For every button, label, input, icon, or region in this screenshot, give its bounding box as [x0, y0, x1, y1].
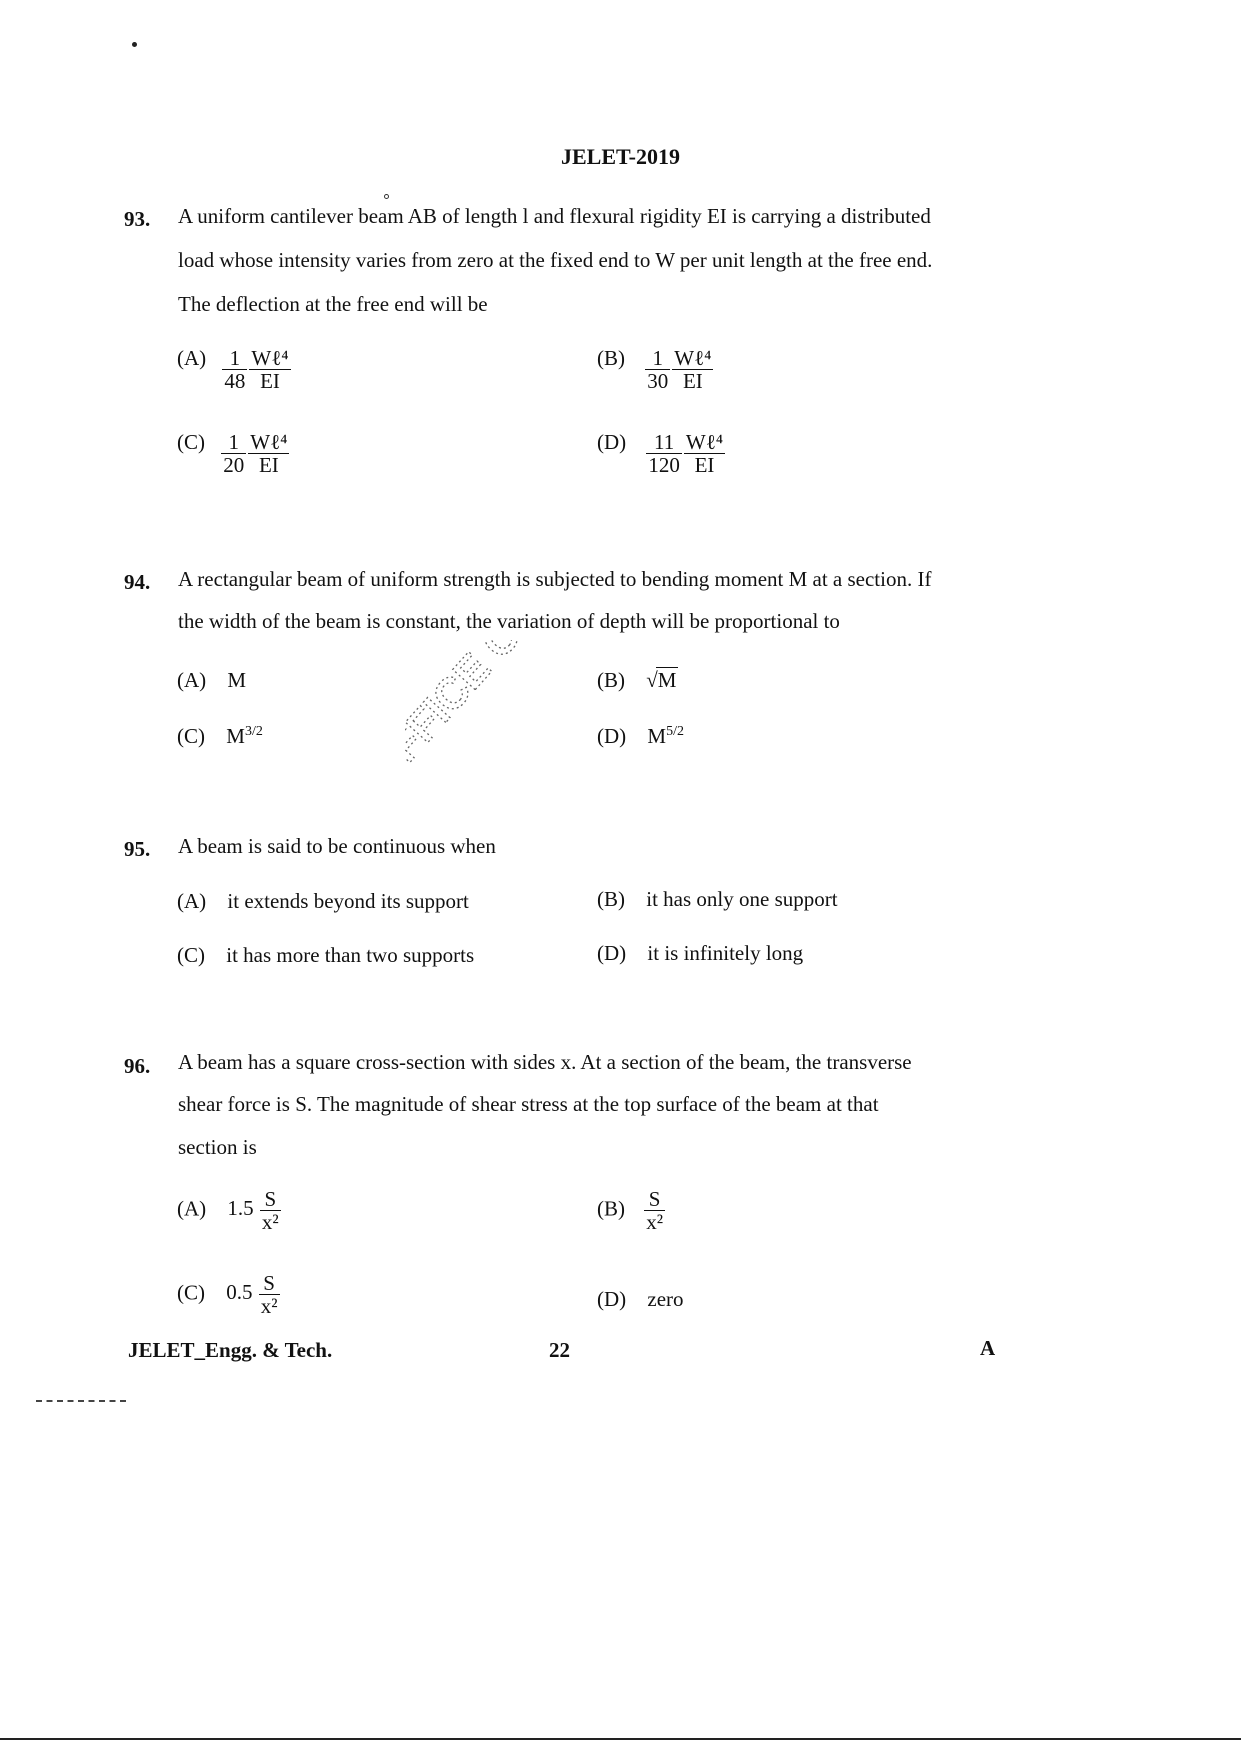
scan-mark	[36, 1400, 126, 1403]
option-c	[177, 724, 263, 749]
option-label: (B)	[597, 1196, 625, 1221]
option-label: (C)	[177, 943, 205, 967]
coefficient-fraction: $\frac{11}{120}$	[648, 430, 680, 478]
question-text-line: shear force is S. The magnitude of shear stress at the top surface of the beam at that	[178, 1092, 879, 1116]
option-label: (B)	[597, 668, 625, 692]
question-text-line: load whose intensity varies from zero at the fixed end to W per unit length at the free end.	[178, 248, 933, 272]
option-label: (B)	[597, 887, 625, 911]
option-b	[597, 887, 838, 912]
question-text-line: section is	[178, 1135, 257, 1159]
option-text: M	[227, 668, 247, 692]
question-text-line: A rectangular beam of uniform strength is subjected to bending moment M at a section. If	[178, 567, 932, 591]
option-text: it is infinitely long	[647, 941, 804, 965]
option-text: zero	[647, 1287, 684, 1311]
option-a	[177, 346, 292, 392]
coefficient-fraction: $\frac{1}{30}$	[647, 346, 669, 394]
question-text-line: The deflection at the free end will be	[178, 292, 488, 316]
coefficient: 0.5	[226, 1280, 253, 1305]
option-d	[597, 1287, 684, 1312]
question-text-line: the width of the beam is constant, the variation of depth will be proportional to	[178, 609, 840, 633]
option-b	[597, 1188, 666, 1233]
coefficient: 1.5	[227, 1196, 254, 1221]
scan-speck	[132, 42, 137, 47]
office-copy-stamp	[405, 640, 685, 820]
page-edge-line	[0, 1738, 1241, 1740]
option-label: (A)	[177, 346, 207, 370]
option-a	[177, 668, 246, 693]
option-label: (A)	[177, 889, 207, 913]
option-label: (C)	[177, 430, 205, 454]
option-label: (D)	[597, 724, 627, 748]
option-label: (A)	[177, 1196, 207, 1221]
expression-fraction: $\frac{\text{Wℓ⁴}}{EI}$	[685, 430, 724, 478]
shear-fraction: $\frac{S}{\text{x²}}$	[261, 1187, 279, 1235]
booklet-set: A	[980, 1336, 996, 1360]
square-root-expression: √M	[646, 668, 677, 692]
option-label: (A)	[177, 668, 207, 692]
question-number: 96.	[124, 1054, 151, 1078]
question-text-line: A beam has a square cross-section with sides x. At a section of the beam, the transverse	[178, 1050, 912, 1074]
footer-subject: JELET_Engg. & Tech.	[128, 1338, 333, 1362]
page-number: 22	[549, 1338, 570, 1362]
option-c	[177, 430, 290, 476]
question-text-line: A uniform cantilever beam AB of length l and flexural rigidity EI is carrying a distributed	[178, 204, 931, 228]
coefficient-fraction: $\frac{1}{48}$	[224, 346, 246, 394]
expression-fraction: $\frac{\text{Wℓ⁴}}{EI}$	[674, 346, 712, 394]
option-d	[597, 430, 726, 476]
option-label: (C)	[177, 1280, 205, 1305]
page-header: JELET-2019	[560, 144, 680, 169]
question-number: 93.	[124, 207, 151, 231]
power-expression: $M^{5/2}$	[647, 724, 684, 748]
option-label: (D)	[597, 430, 627, 454]
option-a	[177, 1188, 282, 1233]
option-c	[177, 1272, 281, 1317]
option-text: it extends beyond its support	[227, 889, 469, 913]
option-label: (B)	[597, 346, 625, 370]
option-label: (D)	[597, 1287, 627, 1311]
question-text-line: A beam is said to be continuous when	[178, 834, 496, 858]
option-d	[597, 941, 803, 966]
option-label: (D)	[597, 941, 627, 965]
option-c	[177, 943, 474, 968]
scan-speck	[384, 194, 389, 199]
option-text: it has more than two supports	[226, 943, 475, 967]
option-text: it has only one support	[646, 887, 838, 911]
option-a	[177, 889, 469, 914]
shear-fraction: $\frac{S}{\text{x²}}$	[646, 1187, 664, 1235]
power-expression: $M^{3/2}$	[226, 724, 263, 748]
question-number: 94.	[124, 570, 151, 594]
question-number: 95.	[124, 837, 151, 861]
option-label: (C)	[177, 724, 205, 748]
expression-fraction: $\frac{\text{Wℓ⁴}}{EI}$	[250, 430, 288, 478]
expression-fraction: $\frac{\text{Wℓ⁴}}{EI}$	[251, 346, 289, 394]
coefficient-fraction: $\frac{1}{20}$	[223, 430, 245, 478]
shear-fraction: $\frac{S}{\text{x²}}$	[260, 1271, 278, 1319]
option-b	[597, 346, 714, 392]
stamp-text: OFFICE	[405, 644, 501, 797]
